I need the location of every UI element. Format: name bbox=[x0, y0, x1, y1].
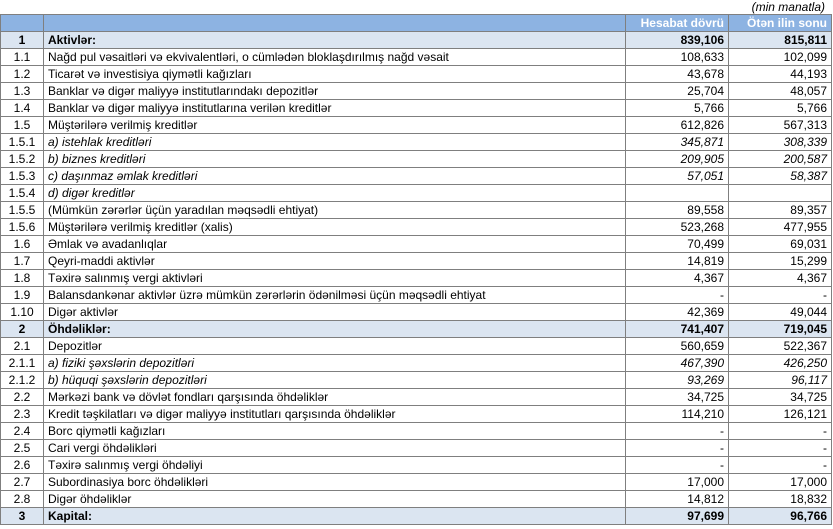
value-previous: 308,339 bbox=[729, 134, 832, 151]
value-previous: 815,811 bbox=[729, 32, 832, 49]
row-number: 2 bbox=[1, 321, 44, 338]
table-row bbox=[1, 253, 832, 270]
row-number: 1.5.4 bbox=[1, 185, 44, 202]
row-label: Müştərilərə verilmiş kreditlər bbox=[44, 117, 626, 134]
table-row bbox=[1, 202, 832, 219]
row-label: Banklar və digər maliyyə institutlarına verilən kreditlər bbox=[44, 100, 626, 117]
row-number: 1.1 bbox=[1, 49, 44, 66]
row-number: 1.5.2 bbox=[1, 151, 44, 168]
row-label: Təxirə salınmış vergi aktivləri bbox=[44, 270, 626, 287]
row-label: Kapital: bbox=[44, 508, 626, 525]
value-current: 523,268 bbox=[626, 219, 729, 236]
table-row bbox=[1, 406, 832, 423]
row-number: 2.4 bbox=[1, 423, 44, 440]
section-row bbox=[1, 321, 832, 338]
row-label: b) hüquqi şəxslərin depozitləri bbox=[44, 372, 626, 389]
value-previous: 34,725 bbox=[729, 389, 832, 406]
value-previous: 49,044 bbox=[729, 304, 832, 321]
row-label: Kredit təşkilatları və digər maliyyə institutları qarşısında öhdəliklər bbox=[44, 406, 626, 423]
value-previous: 477,955 bbox=[729, 219, 832, 236]
value-current bbox=[626, 185, 729, 202]
row-label: a) fiziki şəxslərin depozitləri bbox=[44, 355, 626, 372]
table-row bbox=[1, 219, 832, 236]
value-previous: 18,832 bbox=[729, 491, 832, 508]
value-previous: - bbox=[729, 457, 832, 474]
row-number: 1.7 bbox=[1, 253, 44, 270]
row-label: Depozitlər bbox=[44, 338, 626, 355]
value-previous: 719,045 bbox=[729, 321, 832, 338]
value-current: 25,704 bbox=[626, 83, 729, 100]
row-number: 1.8 bbox=[1, 270, 44, 287]
table-row bbox=[1, 440, 832, 457]
row-number: 1.6 bbox=[1, 236, 44, 253]
table-row bbox=[1, 372, 832, 389]
value-current: 57,051 bbox=[626, 168, 729, 185]
table-row bbox=[1, 236, 832, 253]
value-current: 839,106 bbox=[626, 32, 729, 49]
value-previous: 44,193 bbox=[729, 66, 832, 83]
table-row bbox=[1, 355, 832, 372]
row-label: Təxirə salınmış vergi öhdəliyi bbox=[44, 457, 626, 474]
row-label: Mərkəzi bank və dövlət fondları qarşısında öhdəliklər bbox=[44, 389, 626, 406]
value-previous: 69,031 bbox=[729, 236, 832, 253]
value-previous: 48,057 bbox=[729, 83, 832, 100]
row-label: Qeyri-maddi aktivlər bbox=[44, 253, 626, 270]
value-current: 70,499 bbox=[626, 236, 729, 253]
value-previous: 96,117 bbox=[729, 372, 832, 389]
row-label: Subordinasiya borc öhdəlikləri bbox=[44, 474, 626, 491]
row-label: c) daşınmaz əmlak kreditləri bbox=[44, 168, 626, 185]
row-label: (Mümkün zərərlər üçün yaradılan məqsədli ehtiyat) bbox=[44, 202, 626, 219]
value-current: 560,659 bbox=[626, 338, 729, 355]
value-current: 108,633 bbox=[626, 49, 729, 66]
value-current: 43,678 bbox=[626, 66, 729, 83]
value-current: 467,390 bbox=[626, 355, 729, 372]
row-number: 1.2 bbox=[1, 66, 44, 83]
table-body bbox=[1, 32, 832, 525]
value-current: 42,369 bbox=[626, 304, 729, 321]
value-current: 14,812 bbox=[626, 491, 729, 508]
row-number: 2.5 bbox=[1, 440, 44, 457]
value-previous: - bbox=[729, 287, 832, 304]
row-number: 2.6 bbox=[1, 457, 44, 474]
value-current: 17,000 bbox=[626, 474, 729, 491]
row-number: 1.4 bbox=[1, 100, 44, 117]
value-previous: 126,121 bbox=[729, 406, 832, 423]
row-number: 1.5.3 bbox=[1, 168, 44, 185]
table-row bbox=[1, 83, 832, 100]
row-label: Digər aktivlər bbox=[44, 304, 626, 321]
value-previous bbox=[729, 185, 832, 202]
value-previous: 567,313 bbox=[729, 117, 832, 134]
row-number: 2.1.2 bbox=[1, 372, 44, 389]
row-label: Balansdankənar aktivlər üzrə mümkün zərərlərin ödənilməsi üçün məqsədli ehtiyat bbox=[44, 287, 626, 304]
row-number: 2.3 bbox=[1, 406, 44, 423]
row-number: 2.8 bbox=[1, 491, 44, 508]
row-number: 2.1 bbox=[1, 338, 44, 355]
table-row bbox=[1, 49, 832, 66]
value-current: - bbox=[626, 423, 729, 440]
table-row bbox=[1, 338, 832, 355]
row-label: b) biznes kreditləri bbox=[44, 151, 626, 168]
row-number: 1.9 bbox=[1, 287, 44, 304]
row-label: Əmlak və avadanlıqlar bbox=[44, 236, 626, 253]
table-row bbox=[1, 117, 832, 134]
value-previous: 58,387 bbox=[729, 168, 832, 185]
value-previous: 17,000 bbox=[729, 474, 832, 491]
row-label: Müştərilərə verilmiş kreditlər (xalis) bbox=[44, 219, 626, 236]
value-current: 89,558 bbox=[626, 202, 729, 219]
row-label: Banklar və digər maliyyə institutlarındakı depozitlər bbox=[44, 83, 626, 100]
row-label: a) istehlak kreditləri bbox=[44, 134, 626, 151]
table-row bbox=[1, 287, 832, 304]
value-current: 97,699 bbox=[626, 508, 729, 525]
row-number: 2.1.1 bbox=[1, 355, 44, 372]
row-number: 2.2 bbox=[1, 389, 44, 406]
table-row bbox=[1, 134, 832, 151]
value-previous: - bbox=[729, 440, 832, 457]
value-current: 4,367 bbox=[626, 270, 729, 287]
table-row bbox=[1, 389, 832, 406]
table-row bbox=[1, 100, 832, 117]
value-previous: 102,099 bbox=[729, 49, 832, 66]
balance-sheet-table bbox=[0, 14, 832, 525]
table-row bbox=[1, 474, 832, 491]
value-previous: 200,587 bbox=[729, 151, 832, 168]
row-label: Öhdəliklər: bbox=[44, 321, 626, 338]
header-label bbox=[44, 15, 626, 32]
value-current: 93,269 bbox=[626, 372, 729, 389]
header-num bbox=[1, 15, 44, 32]
value-current: - bbox=[626, 457, 729, 474]
row-number: 1.3 bbox=[1, 83, 44, 100]
value-previous: 4,367 bbox=[729, 270, 832, 287]
header-previous-year-end: Ötən ilin sonu bbox=[729, 15, 832, 32]
value-previous: 5,766 bbox=[729, 100, 832, 117]
row-number: 1.5.5 bbox=[1, 202, 44, 219]
value-current: 114,210 bbox=[626, 406, 729, 423]
row-label: Cari vergi öhdəlikləri bbox=[44, 440, 626, 457]
value-previous: 15,299 bbox=[729, 253, 832, 270]
row-label: Nağd pul vəsaitləri və ekvivalentləri, o cümlədən bloklaşdırılmış nağd vəsait bbox=[44, 49, 626, 66]
table-row bbox=[1, 270, 832, 287]
table-row bbox=[1, 151, 832, 168]
value-current: - bbox=[626, 440, 729, 457]
value-current: 14,819 bbox=[626, 253, 729, 270]
value-previous: 426,250 bbox=[729, 355, 832, 372]
table-row bbox=[1, 491, 832, 508]
value-previous: - bbox=[729, 423, 832, 440]
value-current: 612,826 bbox=[626, 117, 729, 134]
row-label: Ticarət və investisiya qiymətli kağızları bbox=[44, 66, 626, 83]
table-header-row bbox=[1, 15, 832, 32]
value-current: 34,725 bbox=[626, 389, 729, 406]
value-current: 741,407 bbox=[626, 321, 729, 338]
row-number: 1.5.6 bbox=[1, 219, 44, 236]
row-number: 3 bbox=[1, 508, 44, 525]
table-row bbox=[1, 423, 832, 440]
value-current: 345,871 bbox=[626, 134, 729, 151]
row-label: Aktivlər: bbox=[44, 32, 626, 49]
table-row bbox=[1, 66, 832, 83]
row-number: 1.5 bbox=[1, 117, 44, 134]
value-previous: 96,766 bbox=[729, 508, 832, 525]
value-previous: 522,367 bbox=[729, 338, 832, 355]
row-label: Borc qiymətli kağızları bbox=[44, 423, 626, 440]
value-current: - bbox=[626, 287, 729, 304]
table-row bbox=[1, 457, 832, 474]
row-label: Digər öhdəliklər bbox=[44, 491, 626, 508]
table-row bbox=[1, 168, 832, 185]
row-label: d) digər kreditlər bbox=[44, 185, 626, 202]
value-current: 209,905 bbox=[626, 151, 729, 168]
row-number: 2.7 bbox=[1, 474, 44, 491]
unit-note: (min manatla) bbox=[751, 0, 825, 14]
section-row bbox=[1, 508, 832, 525]
row-number: 1.10 bbox=[1, 304, 44, 321]
row-number: 1.5.1 bbox=[1, 134, 44, 151]
table-row bbox=[1, 304, 832, 321]
table-row bbox=[1, 185, 832, 202]
value-current: 5,766 bbox=[626, 100, 729, 117]
row-number: 1 bbox=[1, 32, 44, 49]
value-previous: 89,357 bbox=[729, 202, 832, 219]
section-row bbox=[1, 32, 832, 49]
header-current-period: Hesabat dövrü bbox=[626, 15, 729, 32]
